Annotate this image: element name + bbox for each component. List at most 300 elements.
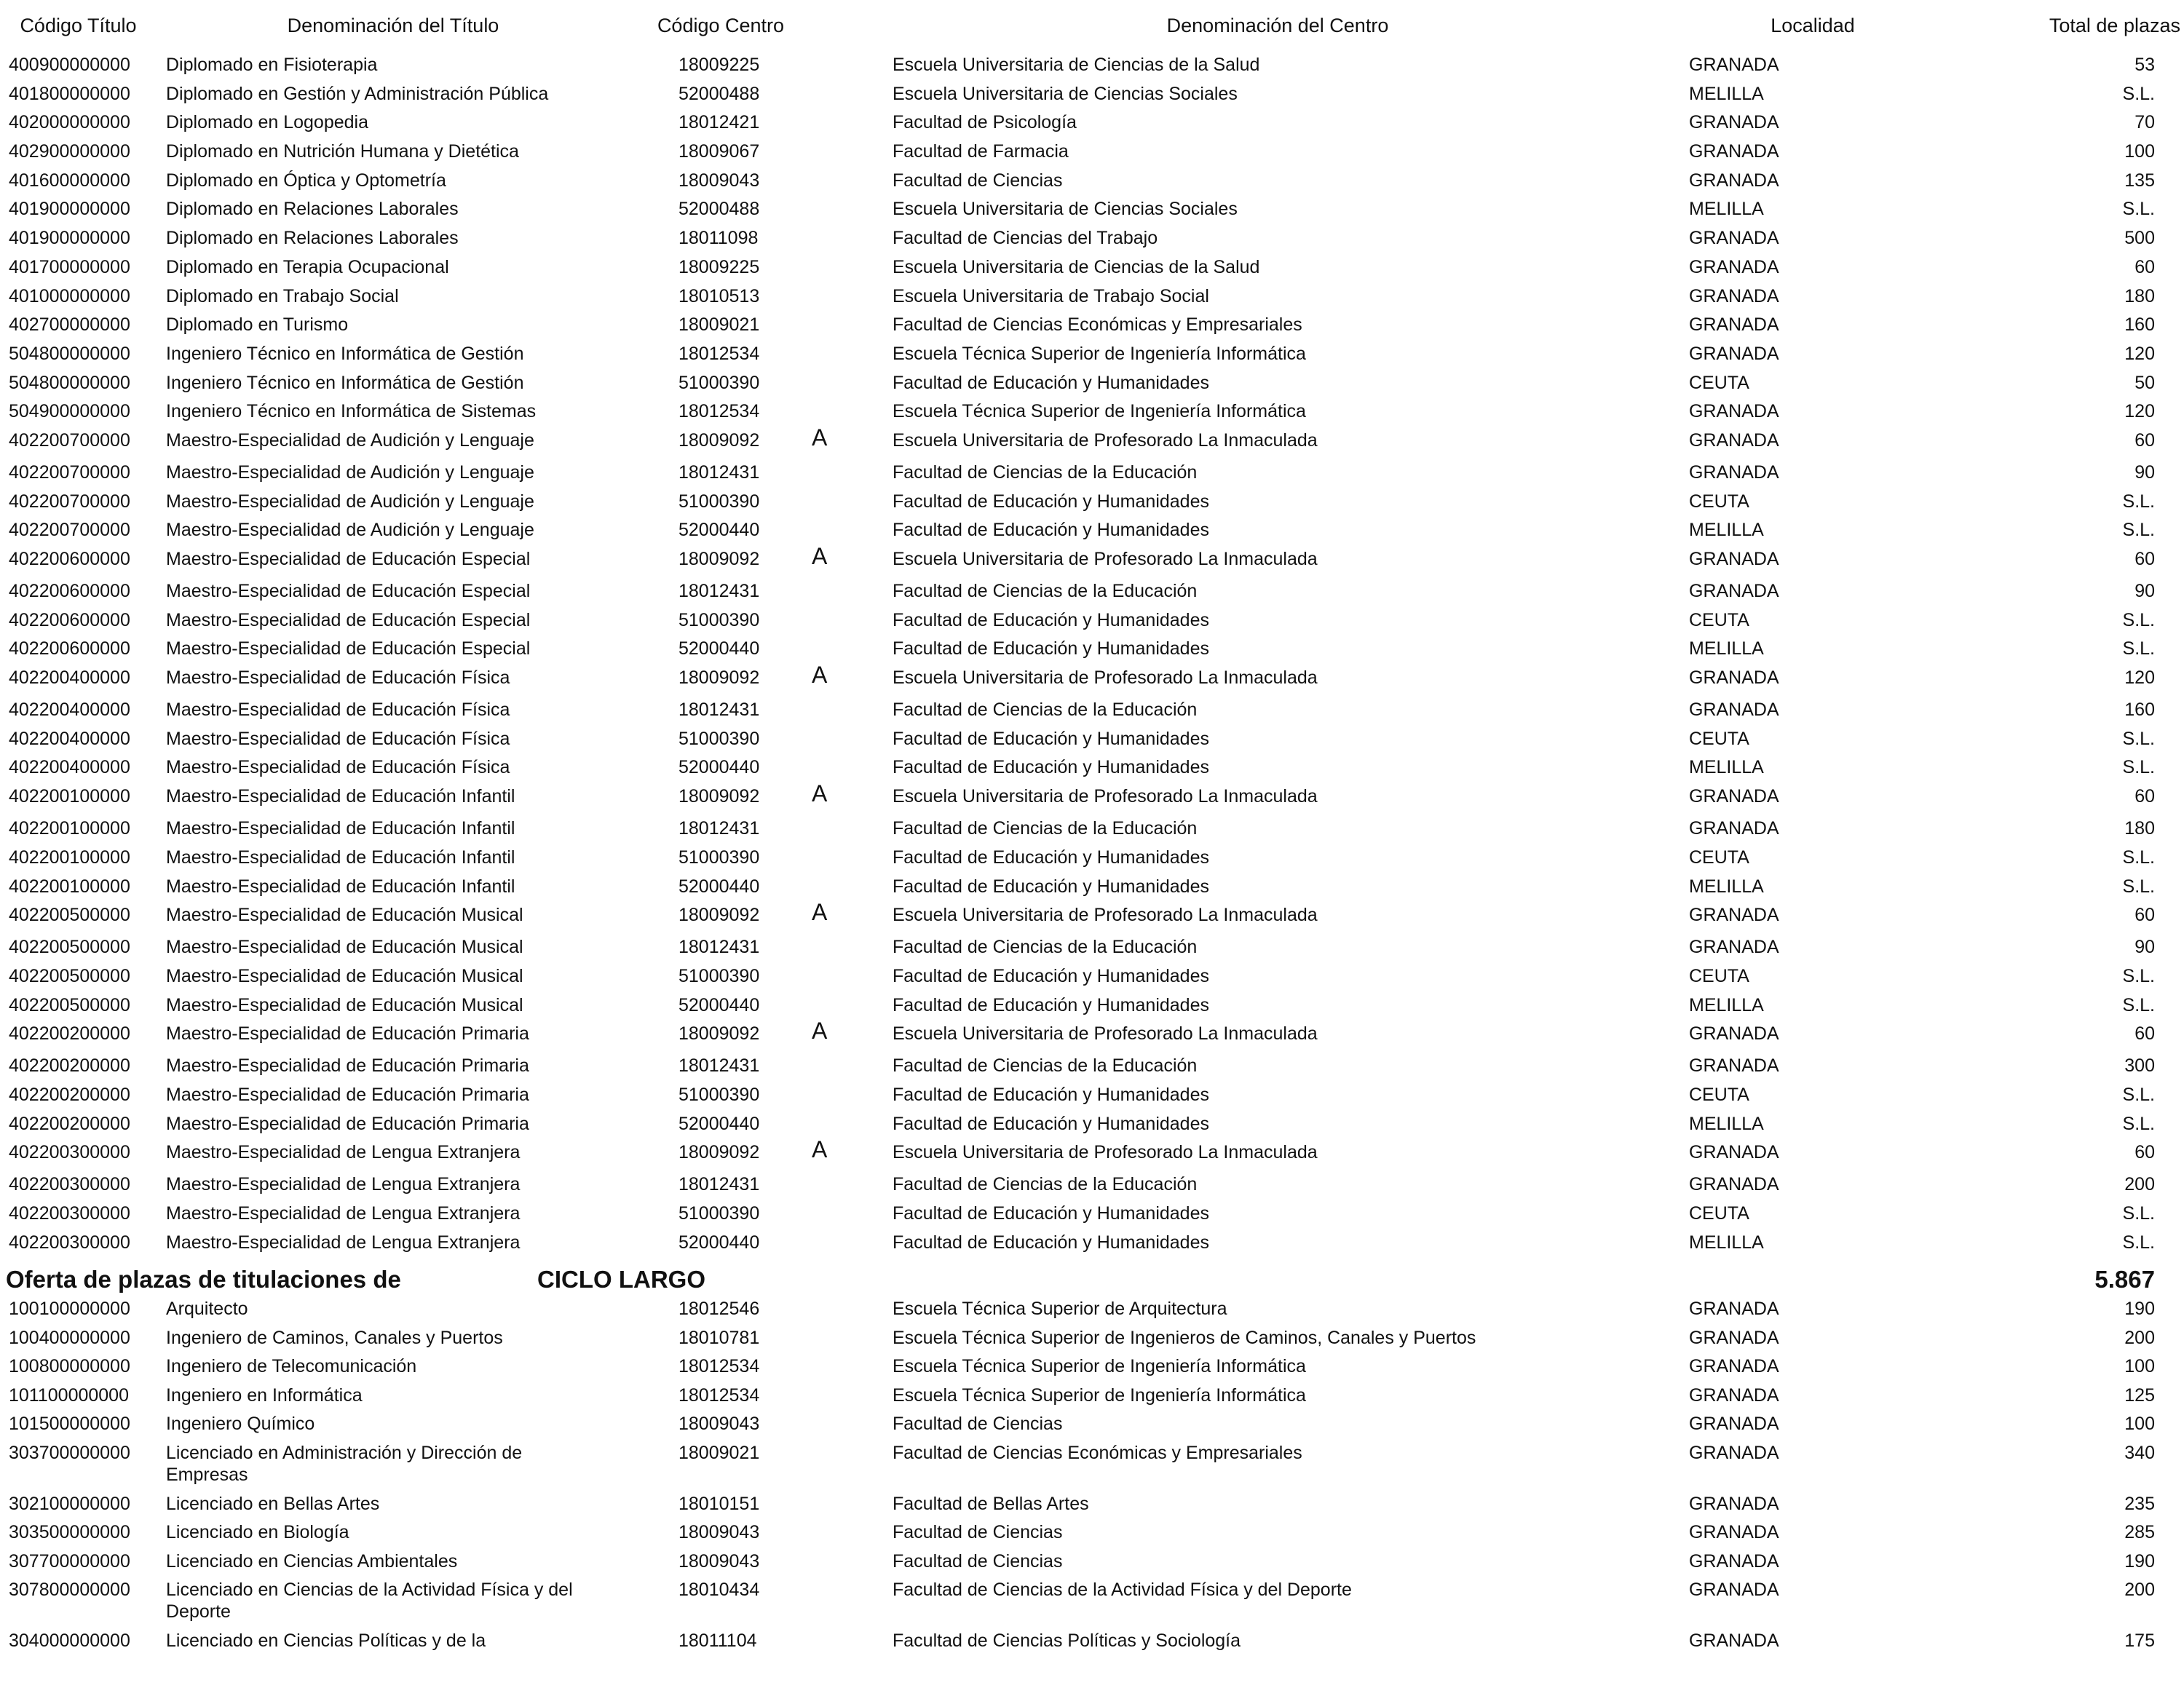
cell-denominacion-titulo: Maestro-Especialidad de Educación Especial (166, 549, 531, 569)
table-row (0, 108, 2184, 138)
cell-total-plazas: S.L. (2122, 1084, 2155, 1105)
cell-denominacion-centro: Escuela Universitaria de Profesorado La Inmaculada (893, 786, 1318, 807)
cell-codigo-centro: 18009021 (678, 1442, 760, 1463)
table-row (0, 1295, 2184, 1324)
cell-localidad: MELILLA (1689, 520, 1764, 541)
cell-codigo-centro: 18010781 (678, 1327, 760, 1348)
table-row (0, 545, 2184, 577)
cell-codigo-titulo: 402700000000 (9, 314, 130, 336)
table-row (0, 340, 2184, 369)
cell-denominacion-centro: Escuela Universitaria de Profesorado La Inmaculada (893, 1023, 1318, 1045)
cell-codigo-centro: 18010434 (678, 1580, 760, 1601)
cell-codigo-titulo: 402200400000 (9, 700, 130, 721)
cell-denominacion-titulo: Maestro-Especialidad de Educación Especial (166, 581, 531, 601)
cell-total-plazas: S.L. (2122, 1232, 2155, 1253)
cell-localidad: GRANADA (1689, 549, 1779, 569)
table-row (0, 606, 2184, 635)
section-label: Oferta de plazas de titulaciones de (6, 1266, 401, 1293)
cell-total-plazas: 180 (2124, 818, 2155, 839)
cell-denominacion-titulo: Ingeniero Técnico en Informática de Gestión (166, 372, 524, 393)
cell-localidad: MELILLA (1689, 876, 1764, 897)
cell-denominacion-centro: Facultad de Educación y Humanidades (893, 520, 1209, 541)
cell-denominacion-centro: Facultad de Ciencias de la Educación (893, 581, 1198, 601)
cell-total-plazas: 53 (2134, 55, 2155, 75)
cell-localidad: GRANADA (1689, 55, 1779, 75)
cell-localidad: GRANADA (1689, 461, 1779, 483)
cell-codigo-centro: 18012546 (678, 1299, 760, 1320)
cell-denominacion-centro: Facultad de Psicología (893, 112, 1077, 133)
cell-localidad: GRANADA (1689, 667, 1779, 689)
table-row (0, 577, 2184, 606)
cell-codigo-centro: 52000488 (678, 83, 760, 104)
cell-denominacion-centro: Escuela Universitaria de Trabajo Social (893, 285, 1209, 306)
table-row (0, 753, 2184, 782)
cell-denominacion-titulo: Maestro-Especialidad de Lengua Extranjera (166, 1203, 521, 1224)
cell-denominacion-centro: Facultad de Educación y Humanidades (893, 638, 1209, 659)
cell-codigo-titulo: 402200100000 (9, 818, 130, 839)
table-row (0, 459, 2184, 488)
cell-total-plazas: 90 (2134, 461, 2155, 483)
cell-flag: A (812, 424, 828, 451)
cell-flag: A (812, 1136, 828, 1163)
cell-denominacion-titulo: Maestro-Especialidad de Educación Infantil (166, 818, 515, 839)
table-row (0, 224, 2184, 253)
cell-denominacion-centro: Facultad de Educación y Humanidades (893, 1232, 1209, 1253)
cell-denominacion-titulo: Maestro-Especialidad de Educación Primaria (166, 1084, 529, 1105)
cell-codigo-titulo: 401600000000 (9, 170, 130, 191)
cell-codigo-titulo: 402200200000 (9, 1113, 130, 1134)
cell-denominacion-centro: Escuela Universitaria de Profesorado La Inmaculada (893, 549, 1318, 569)
cell-codigo-centro: 18012421 (678, 112, 760, 133)
cell-localidad: GRANADA (1689, 429, 1779, 451)
table-row (0, 167, 2184, 196)
header-codigo-centro: Código Centro (657, 14, 785, 36)
cell-localidad: GRANADA (1689, 905, 1779, 926)
table-row (0, 1627, 2184, 1656)
cell-codigo-titulo: 303700000000 (9, 1442, 130, 1463)
cell-localidad: GRANADA (1689, 786, 1779, 807)
cell-total-plazas: S.L. (2122, 520, 2155, 541)
cell-localidad: GRANADA (1689, 1055, 1779, 1077)
cell-codigo-centro: 18012534 (678, 343, 760, 364)
cell-total-plazas: 100 (2124, 141, 2155, 162)
cell-flag: A (812, 543, 828, 569)
cell-denominacion-centro: Facultad de Ciencias de la Educación (893, 1174, 1198, 1195)
cell-localidad: GRANADA (1689, 700, 1779, 721)
cell-codigo-centro: 18012431 (678, 700, 760, 721)
cell-codigo-titulo: 504900000000 (9, 401, 130, 422)
table-row (0, 844, 2184, 873)
cell-localidad: CEUTA (1689, 728, 1749, 749)
cell-denominacion-centro: Facultad de Educación y Humanidades (893, 994, 1209, 1015)
cell-denominacion-centro: Facultad de Educación y Humanidades (893, 609, 1209, 630)
cell-denominacion-titulo: Maestro-Especialidad de Educación Física (166, 700, 510, 721)
cell-codigo-titulo: 402200400000 (9, 728, 130, 749)
cell-codigo-titulo: 504800000000 (9, 343, 130, 364)
cell-denominacion-titulo: Maestro-Especialidad de Lengua Extranjera (166, 1142, 521, 1163)
cell-codigo-titulo: 400900000000 (9, 55, 130, 75)
cell-denominacion-centro: Facultad de Educación y Humanidades (893, 1203, 1209, 1224)
cell-denominacion-titulo: Licenciado en Ciencias de la Actividad Física y del Deporte (166, 1580, 573, 1622)
cell-denominacion-titulo: Arquitecto (166, 1299, 248, 1320)
cell-total-plazas: 200 (2124, 1327, 2155, 1348)
cell-denominacion-centro: Escuela Universitaria de Profesorado La Inmaculada (893, 905, 1318, 926)
cell-codigo-titulo: 402200200000 (9, 1055, 130, 1077)
table-row (0, 901, 2184, 933)
cell-codigo-titulo: 402200400000 (9, 667, 130, 689)
cell-denominacion-centro: Escuela Universitaria de Ciencias Sociales (893, 199, 1238, 220)
cell-total-plazas: 160 (2124, 314, 2155, 336)
cell-localidad: GRANADA (1689, 170, 1779, 191)
cell-total-plazas: S.L. (2122, 609, 2155, 630)
cell-total-plazas: 50 (2134, 372, 2155, 393)
cell-codigo-titulo: 307800000000 (9, 1580, 130, 1601)
cell-localidad: MELILLA (1689, 638, 1764, 659)
table-row (0, 962, 2184, 991)
cell-localidad: GRANADA (1689, 1142, 1779, 1163)
table-row (0, 1081, 2184, 1110)
cell-total-plazas: 190 (2124, 1550, 2155, 1572)
cell-codigo-centro: 52000440 (678, 994, 760, 1015)
cell-localidad: CEUTA (1689, 1203, 1749, 1224)
table-row (0, 664, 2184, 696)
cell-denominacion-centro: Facultad de Ciencias Económicas y Empresariales (893, 314, 1302, 336)
table-row (0, 725, 2184, 754)
table-row (0, 1548, 2184, 1577)
table-row (0, 1410, 2184, 1439)
cell-codigo-centro: 18012534 (678, 1384, 760, 1406)
cell-codigo-titulo: 402200200000 (9, 1023, 130, 1045)
cell-localidad: GRANADA (1689, 314, 1779, 336)
cell-localidad: CEUTA (1689, 491, 1749, 512)
cell-codigo-centro: 18012431 (678, 581, 760, 601)
cell-denominacion-centro: Facultad de Ciencias (893, 1522, 1063, 1543)
cell-denominacion-centro: Escuela Universitaria de Profesorado La Inmaculada (893, 667, 1318, 689)
cell-denominacion-titulo: Maestro-Especialidad de Educación Infantil (166, 847, 515, 868)
cell-localidad: GRANADA (1689, 1174, 1779, 1195)
table-row (0, 933, 2184, 962)
cell-total-plazas: S.L. (2122, 757, 2155, 778)
table-row (0, 253, 2184, 282)
cell-denominacion-titulo: Maestro-Especialidad de Educación Primaria (166, 1023, 529, 1045)
cell-total-plazas: 100 (2124, 1414, 2155, 1435)
cell-codigo-centro: 52000440 (678, 520, 760, 541)
cell-codigo-titulo: 402200500000 (9, 937, 130, 958)
cell-localidad: GRANADA (1689, 1442, 1779, 1463)
cell-codigo-centro: 52000440 (678, 1113, 760, 1134)
cell-denominacion-centro: Facultad de Educación y Humanidades (893, 876, 1209, 897)
cell-denominacion-titulo: Ingeniero de Telecomunicación (166, 1356, 417, 1377)
cell-total-plazas: 120 (2124, 667, 2155, 689)
cell-denominacion-titulo: Licenciado en Administración y Dirección de Empresas (166, 1442, 523, 1485)
cell-codigo-titulo: 402200300000 (9, 1174, 130, 1195)
header-codigo-titulo: Código Título (20, 14, 137, 36)
cell-denominacion-titulo: Maestro-Especialidad de Educación Musical (166, 905, 523, 926)
cell-total-plazas: S.L. (2122, 847, 2155, 868)
cell-denominacion-titulo: Maestro-Especialidad de Audición y Lenguaje (166, 461, 534, 483)
cell-denominacion-centro: Escuela Universitaria de Ciencias Sociales (893, 83, 1238, 104)
cell-total-plazas: S.L. (2122, 83, 2155, 104)
cell-codigo-titulo: 402200700000 (9, 429, 130, 451)
cell-codigo-titulo: 402200100000 (9, 786, 130, 807)
cell-codigo-centro: 18012534 (678, 401, 760, 422)
cell-localidad: GRANADA (1689, 818, 1779, 839)
cell-total-plazas: 60 (2134, 1023, 2155, 1045)
table-row (0, 991, 2184, 1021)
cell-codigo-centro: 51000390 (678, 491, 760, 512)
table-row (0, 397, 2184, 427)
cell-denominacion-centro: Escuela Técnica Superior de Ingenieros de Caminos, Canales y Puertos (893, 1327, 1476, 1348)
cell-localidad: CEUTA (1689, 609, 1749, 630)
cell-total-plazas: 200 (2124, 1580, 2155, 1601)
cell-denominacion-centro: Facultad de Ciencias (893, 1414, 1063, 1435)
cell-denominacion-centro: Facultad de Educación y Humanidades (893, 491, 1209, 512)
cell-total-plazas: 135 (2124, 170, 2155, 191)
cell-codigo-titulo: 402200100000 (9, 876, 130, 897)
cell-denominacion-titulo: Maestro-Especialidad de Educación Musical (166, 965, 523, 986)
cell-codigo-titulo: 402200300000 (9, 1142, 130, 1163)
table-row (0, 696, 2184, 725)
cell-codigo-centro: 52000440 (678, 1232, 760, 1253)
cell-total-plazas: S.L. (2122, 965, 2155, 986)
cell-denominacion-centro: Escuela Universitaria de Ciencias de la Salud (893, 55, 1260, 75)
cell-codigo-titulo: 401700000000 (9, 256, 130, 277)
cell-codigo-titulo: 402200600000 (9, 549, 130, 569)
cell-codigo-titulo: 402200500000 (9, 965, 130, 986)
cell-total-plazas: 90 (2134, 581, 2155, 601)
cell-denominacion-centro: Facultad de Ciencias de la Educación (893, 461, 1198, 483)
cell-codigo-centro: 51000390 (678, 609, 760, 630)
cell-codigo-titulo: 402200700000 (9, 461, 130, 483)
cell-denominacion-titulo: Licenciado en Ciencias Políticas y de la (166, 1630, 486, 1652)
cell-denominacion-titulo: Maestro-Especialidad de Educación Musical (166, 937, 523, 958)
cell-localidad: GRANADA (1689, 285, 1779, 306)
cell-denominacion-titulo: Maestro-Especialidad de Audición y Lenguaje (166, 429, 534, 451)
cell-denominacion-centro: Escuela Técnica Superior de Ingeniería Informática (893, 401, 1306, 422)
cell-localidad: GRANADA (1689, 1580, 1779, 1601)
cell-denominacion-centro: Facultad de Ciencias de la Educación (893, 937, 1198, 958)
cell-total-plazas: 60 (2134, 429, 2155, 451)
cell-total-plazas: 60 (2134, 905, 2155, 926)
cell-total-plazas: 60 (2134, 256, 2155, 277)
cell-codigo-titulo: 402200300000 (9, 1232, 130, 1253)
cell-total-plazas: 60 (2134, 786, 2155, 807)
cell-localidad: CEUTA (1689, 372, 1749, 393)
section-total: 5.867 (2094, 1266, 2155, 1293)
cell-codigo-titulo: 401900000000 (9, 199, 130, 220)
cell-denominacion-titulo: Maestro-Especialidad de Educación Física (166, 757, 510, 778)
header-localidad: Localidad (1770, 14, 1855, 36)
cell-total-plazas: 60 (2134, 1142, 2155, 1163)
cell-codigo-centro: 51000390 (678, 847, 760, 868)
cell-denominacion-centro: Facultad de Educación y Humanidades (893, 1113, 1209, 1134)
cell-codigo-centro: 18012534 (678, 1356, 760, 1377)
cell-localidad: GRANADA (1689, 1414, 1779, 1435)
cell-denominacion-titulo: Diplomado en Trabajo Social (166, 285, 399, 306)
cell-localidad: CEUTA (1689, 847, 1749, 868)
cell-localidad: GRANADA (1689, 112, 1779, 133)
cell-denominacion-centro: Facultad de Bellas Artes (893, 1493, 1089, 1514)
cell-localidad: GRANADA (1689, 1299, 1779, 1320)
cell-denominacion-centro: Facultad de Educación y Humanidades (893, 1084, 1209, 1105)
cell-localidad: MELILLA (1689, 994, 1764, 1015)
cell-denominacion-centro: Facultad de Ciencias del Trabajo (893, 228, 1158, 249)
cell-codigo-centro: 51000390 (678, 372, 760, 393)
table-row (0, 1576, 2184, 1627)
cell-total-plazas: 190 (2124, 1299, 2155, 1320)
cell-localidad: GRANADA (1689, 1493, 1779, 1514)
cell-codigo-titulo: 100800000000 (9, 1356, 130, 1377)
cell-total-plazas: 60 (2134, 549, 2155, 569)
cell-localidad: MELILLA (1689, 83, 1764, 104)
table-row (0, 635, 2184, 664)
cell-total-plazas: 300 (2124, 1055, 2155, 1077)
cell-codigo-centro: 18009092 (678, 786, 760, 807)
cell-denominacion-titulo: Diplomado en Turismo (166, 314, 349, 336)
cell-flag: A (812, 780, 828, 807)
cell-total-plazas: 100 (2124, 1356, 2155, 1377)
cell-total-plazas: S.L. (2122, 491, 2155, 512)
table-row (0, 488, 2184, 517)
cell-localidad: MELILLA (1689, 1113, 1764, 1134)
cell-codigo-centro: 18009043 (678, 1550, 760, 1572)
cell-total-plazas: 70 (2134, 112, 2155, 133)
table-row (0, 815, 2184, 844)
cell-total-plazas: 90 (2134, 937, 2155, 958)
cell-total-plazas: S.L. (2122, 1113, 2155, 1134)
table-row (0, 138, 2184, 167)
cell-codigo-centro: 18009043 (678, 1414, 760, 1435)
cell-localidad: MELILLA (1689, 757, 1764, 778)
cell-denominacion-titulo: Maestro-Especialidad de Educación Musical (166, 994, 523, 1015)
table-body (0, 51, 2184, 1656)
cell-total-plazas: S.L. (2122, 994, 2155, 1015)
cell-codigo-titulo: 302100000000 (9, 1493, 130, 1514)
cell-denominacion-titulo: Diplomado en Relaciones Laborales (166, 228, 459, 249)
cell-denominacion-centro: Facultad de Educación y Humanidades (893, 757, 1209, 778)
cell-localidad: MELILLA (1689, 1232, 1764, 1253)
cell-denominacion-titulo: Maestro-Especialidad de Educación Física (166, 728, 510, 749)
cell-denominacion-titulo: Ingeniero en Informática (166, 1384, 363, 1406)
cell-codigo-titulo: 402000000000 (9, 112, 130, 133)
cell-codigo-centro: 18012431 (678, 818, 760, 839)
cell-codigo-centro: 18009092 (678, 667, 760, 689)
cell-codigo-titulo: 307700000000 (9, 1550, 130, 1572)
cell-codigo-centro: 52000440 (678, 757, 760, 778)
cell-codigo-centro: 51000390 (678, 728, 760, 749)
cell-flag: A (812, 1018, 828, 1045)
table-row (0, 1229, 2184, 1258)
cell-total-plazas: 175 (2124, 1630, 2155, 1652)
cell-denominacion-titulo: Diplomado en Relaciones Laborales (166, 199, 459, 220)
cell-codigo-centro: 18009067 (678, 141, 760, 162)
cell-codigo-centro: 18009021 (678, 314, 760, 336)
cell-denominacion-titulo: Maestro-Especialidad de Lengua Extranjera (166, 1232, 521, 1253)
cell-total-plazas: 200 (2124, 1174, 2155, 1195)
cell-localidad: GRANADA (1689, 1522, 1779, 1543)
cell-denominacion-centro: Escuela Técnica Superior de Ingeniería Informática (893, 1356, 1306, 1377)
cell-codigo-centro: 18012431 (678, 461, 760, 483)
cell-codigo-titulo: 402200700000 (9, 520, 130, 541)
cell-codigo-centro: 18012431 (678, 1174, 760, 1195)
section-cycle: CICLO LARGO (537, 1266, 705, 1293)
cell-denominacion-titulo: Ingeniero Técnico en Informática de Gestión (166, 343, 524, 364)
cell-codigo-centro: 51000390 (678, 1084, 760, 1105)
cell-denominacion-titulo: Diplomado en Terapia Ocupacional (166, 256, 449, 277)
cell-codigo-titulo: 402900000000 (9, 141, 130, 162)
cell-codigo-centro: 52000488 (678, 199, 760, 220)
cell-codigo-centro: 18009092 (678, 905, 760, 926)
cell-denominacion-titulo: Diplomado en Óptica y Optometría (166, 170, 446, 191)
table-row (0, 1439, 2184, 1490)
cell-denominacion-titulo: Diplomado en Logopedia (166, 112, 368, 133)
cell-localidad: GRANADA (1689, 1356, 1779, 1377)
cell-localidad: GRANADA (1689, 401, 1779, 422)
cell-total-plazas: S.L. (2122, 199, 2155, 220)
cell-total-plazas: 120 (2124, 401, 2155, 422)
cell-denominacion-titulo: Maestro-Especialidad de Educación Infantil (166, 876, 515, 897)
cell-denominacion-titulo: Diplomado en Gestión y Administración Pública (166, 83, 549, 104)
cell-denominacion-titulo: Ingeniero de Caminos, Canales y Puertos (166, 1327, 503, 1348)
cell-codigo-centro: 18012431 (678, 937, 760, 958)
cell-denominacion-centro: Facultad de Educación y Humanidades (893, 372, 1209, 393)
cell-denominacion-centro: Escuela Técnica Superior de Arquitectura (893, 1299, 1227, 1320)
cell-denominacion-centro: Facultad de Farmacia (893, 141, 1069, 162)
cell-localidad: MELILLA (1689, 199, 1764, 220)
table-row (0, 1170, 2184, 1200)
cell-localidad: CEUTA (1689, 965, 1749, 986)
cell-denominacion-centro: Facultad de Ciencias Económicas y Empresariales (893, 1442, 1302, 1463)
table-row (0, 782, 2184, 815)
cell-total-plazas: S.L. (2122, 638, 2155, 659)
cell-codigo-centro: 18009092 (678, 549, 760, 569)
cell-denominacion-centro: Facultad de Educación y Humanidades (893, 965, 1209, 986)
cell-total-plazas: S.L. (2122, 728, 2155, 749)
cell-codigo-titulo: 100100000000 (9, 1299, 130, 1320)
table-row (0, 51, 2184, 80)
cell-codigo-centro: 18009092 (678, 1142, 760, 1163)
cell-localidad: GRANADA (1689, 1327, 1779, 1348)
table-row (0, 311, 2184, 340)
cell-denominacion-centro: Facultad de Ciencias Políticas y Sociología (893, 1630, 1241, 1652)
cell-codigo-centro: 18010151 (678, 1493, 760, 1514)
table-row (0, 1110, 2184, 1139)
cell-codigo-titulo: 402200100000 (9, 847, 130, 868)
cell-codigo-titulo: 402200300000 (9, 1203, 130, 1224)
cell-denominacion-titulo: Maestro-Especialidad de Educación Especial (166, 638, 531, 659)
cell-codigo-titulo: 402200600000 (9, 609, 130, 630)
table-row (0, 1324, 2184, 1353)
header-total-plazas: Total de plazas (2049, 14, 2180, 36)
cell-codigo-titulo: 401000000000 (9, 285, 130, 306)
cell-codigo-titulo: 401800000000 (9, 83, 130, 104)
cell-codigo-titulo: 402200600000 (9, 638, 130, 659)
cell-codigo-centro: 18009043 (678, 170, 760, 191)
table-row (0, 1200, 2184, 1229)
cell-denominacion-titulo: Maestro-Especialidad de Educación Física (166, 667, 510, 689)
table-row (0, 369, 2184, 398)
cell-localidad: GRANADA (1689, 1630, 1779, 1652)
cell-codigo-titulo: 100400000000 (9, 1327, 130, 1348)
cell-denominacion-titulo: Licenciado en Bellas Artes (166, 1493, 380, 1514)
cell-codigo-centro: 51000390 (678, 965, 760, 986)
cell-localidad: GRANADA (1689, 343, 1779, 364)
cell-codigo-titulo: 402200700000 (9, 491, 130, 512)
table-row (0, 195, 2184, 224)
cell-denominacion-centro: Facultad de Ciencias (893, 1550, 1063, 1572)
table-row (0, 1490, 2184, 1519)
table-row (0, 282, 2184, 312)
